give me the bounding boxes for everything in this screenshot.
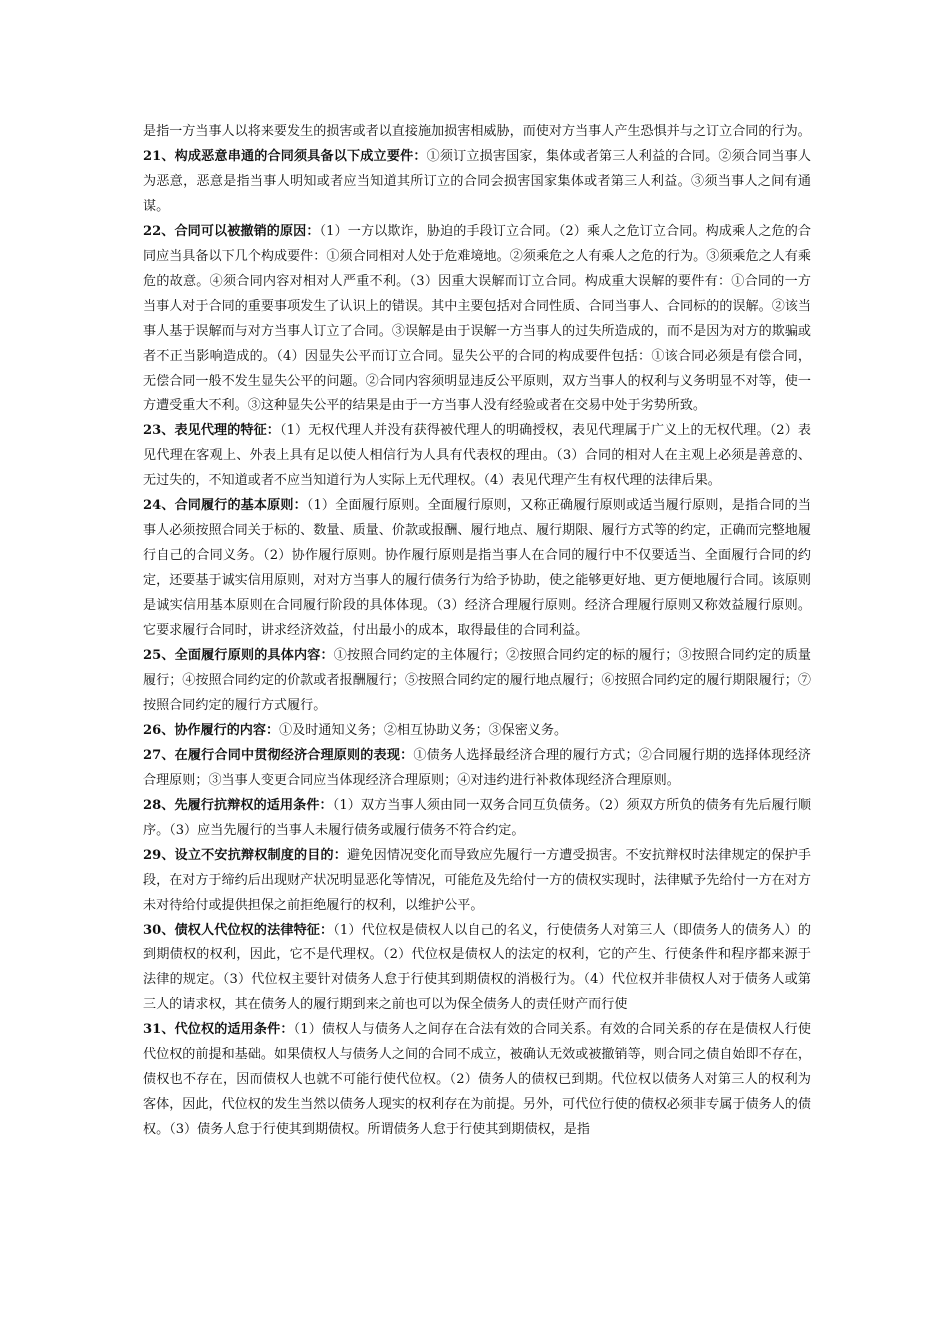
paragraph-body: （1）无权代理人并没有获得被代理人的明确授权，表见代理属于广义上的无权代理。（2）表见代理在客观上、外表上具有足以使人相信行为人具有代表权的理由。（3）合同的相对人在主观上必须是善意的、无过失的，不知道或者不应当知道行为人实际上无代理权。（4）表见代理产生有权代理的法律后果。 <box>143 423 811 489</box>
section-heading-22: 22、合同可以被撤销的原因： <box>143 223 320 239</box>
paragraph-body: 避免因情况变化而导致应先履行一方遭受损害。不安抗辩权时法律规定的保护手段，在对方于缔约后出现财产状况明显恶化等情况，可能危及先给付一方的债权实现时，法律赋予先给付一方在对方未对待给付或提供担保之前拒绝履行的权利，以维护公平。 <box>143 847 811 913</box>
section-heading-21: 21、构成恶意串通的合同须具备以下成立要件： <box>143 148 427 164</box>
paragraph-26 <box>143 719 811 744</box>
section-heading-23: 23、表见代理的特征： <box>143 423 280 439</box>
paragraph-25 <box>143 644 811 719</box>
paragraph-body: ①按照合同约定的主体履行；②按照合同约定的标的履行；③按照合同约定的质量履行；④按照合同约定的价款或者报酬履行；⑤按照合同约定的履行地点履行；⑥按照合同约定的履行期限履行；⑦按照合同约定的履行方式履行。 <box>143 648 811 713</box>
section-heading-30: 30、债权人代位权的法律特征： <box>143 922 334 938</box>
paragraph-body: ①债务人选择最经济合理的履行方式；②合同履行期的选择体现经济合理原则；③当事人变更合同应当体现经济合理原则；④对违约进行补救体现经济合理原则。 <box>143 747 811 788</box>
paragraph-body: ①及时通知义务；②相互协助义务；③保密义务。 <box>279 722 568 738</box>
paragraph-28 <box>143 794 811 844</box>
paragraph-body: （1）代位权是债权人以自己的名义，行使债务人对第三人（即债务人的债务人）的到期债权的权利，因此，它不是代理权。（2）代位权是债权人的法定的权利，它的产生、行使条件和程序都来源于法律的规定。（3）代位权主要针对债务人怠于行使其到期债权的消极行为。（4）代位权并非债权人对于债务人或第三人的请求权，其在债务人的履行期到来之前也可以为保全债务人的责任财产而行使 <box>143 922 811 1013</box>
paragraph-body: （1）债权人与债务人之间存在合法有效的合同关系。有效的合同关系的存在是债权人行使代位权的前提和基础。如果债权人与债务人之间的合同不成立，被确认无效或被撤销等，则合同之债自始即不存在，债权也不存在，因而债权人也就不可能行使代位权。（2）债务人的债权已到期。代位权以债务人对第三人的权利为客体，因此，代位权的发生当然以债务人现实的权利存在为前提。另外，可代位行使的债权必须非专属于债务人的债权。（3）债务人怠于行使其到期债权。所谓债务人怠于行使其到期债权，是指 <box>143 1022 811 1138</box>
section-heading-29: 29、设立不安抗辩权制度的目的： <box>143 847 348 863</box>
paragraph-22 <box>143 220 811 420</box>
paragraph-body: ①须订立损害国家，集体或者第三人利益的合同。②须合同当事人为恶意，恶意是指当事人明知或者应当知道其所订立的合同会损害国家集体或者第三人利益。③须当事人之间有通谋。 <box>143 148 811 214</box>
section-heading-26: 26、协作履行的内容： <box>143 722 280 738</box>
paragraph-body: （1）一方以欺诈，胁迫的手段订立合同。（2）乘人之危订立合同。构成乘人之危的合同应当具备以下几个构成要件：①须合同相对人处于危难境地。②须乘危之人有乘人之危的行为。③须乘危之人有乘危的故意。④须合同内容对相对人严重不利。（3）因重大误解而订立合同。构成重大误解的要件有：①合同的一方当事人对于合同的重要事项发生了认识上的错误。其中主要包括对合同性质、合同当事人、合同标的的误解。②该当事人基于误解而与对方当事人订立了合同。③误解是由于误解一方当事人的过失所造成的，而不是因为对方的欺骗或者不正当影响造成的。（4）因显失公平而订立合同。显失公平的合同的构成要件包括：①该合同必须是有偿合同，无偿合同一般不发生显失公平的问题。②合同内容须明显违反公平原则，双方当事人的权利与义务明显不对等，使一方遭受重大不利。③这种显失公平的结果是由于一方当事人没有经验或者在交易中处于劣势所致。 <box>143 223 811 414</box>
section-heading-28: 28、先履行抗辩权的适用条件： <box>143 797 333 813</box>
document-page <box>143 120 811 1143</box>
section-heading-27: 27、在履行合同中贯彻经济合理原则的表现： <box>143 747 414 763</box>
section-heading-24: 24、合同履行的基本原则： <box>143 498 307 514</box>
paragraph-intro <box>143 120 811 145</box>
paragraph-30 <box>143 919 811 1019</box>
paragraph-body: （1）双方当事人须由同一双务合同互负债务。（2）须双方所负的债务有先后履行顺序。（3）应当先履行的当事人未履行债务或履行债务不符合约定。 <box>143 797 811 838</box>
paragraph-body: 是指一方当事人以将来要发生的损害或者以直接施加损害相威胁，而使对方当事人产生恐惧并与之订立合同的行为。 <box>143 124 811 139</box>
paragraph-body: （1）全面履行原则。全面履行原则，又称正确履行原则或适当履行原则，是指合同的当事人必须按照合同关于标的、数量、质量、价款或报酬、履行地点、履行期限、履行方式等的约定，正确而完整地履行自己的合同义务。（2）协作履行原则。协作履行原则是指当事人在合同的履行中不仅要适当、全面履行合同的约定，还要基于诚实信用原则，对对方当事人的履行债务行为给予协助，使之能够更好地、更方便地履行合同。该原则是诚实信用基本原则在合同履行阶段的具体体现。（3）经济合理履行原则。经济合理履行原则又称效益履行原则。它要求履行合同时，讲求经济效益，付出最小的成本，取得最佳的合同利益。 <box>143 498 811 639</box>
paragraph-21 <box>143 145 811 220</box>
section-heading-31: 31、代位权的适用条件： <box>143 1022 294 1038</box>
paragraph-31 <box>143 1018 811 1143</box>
paragraph-24 <box>143 494 811 644</box>
paragraph-29 <box>143 844 811 919</box>
section-heading-25: 25、全面履行原则的具体内容： <box>143 648 334 664</box>
paragraph-27 <box>143 744 811 794</box>
paragraph-23 <box>143 419 811 494</box>
